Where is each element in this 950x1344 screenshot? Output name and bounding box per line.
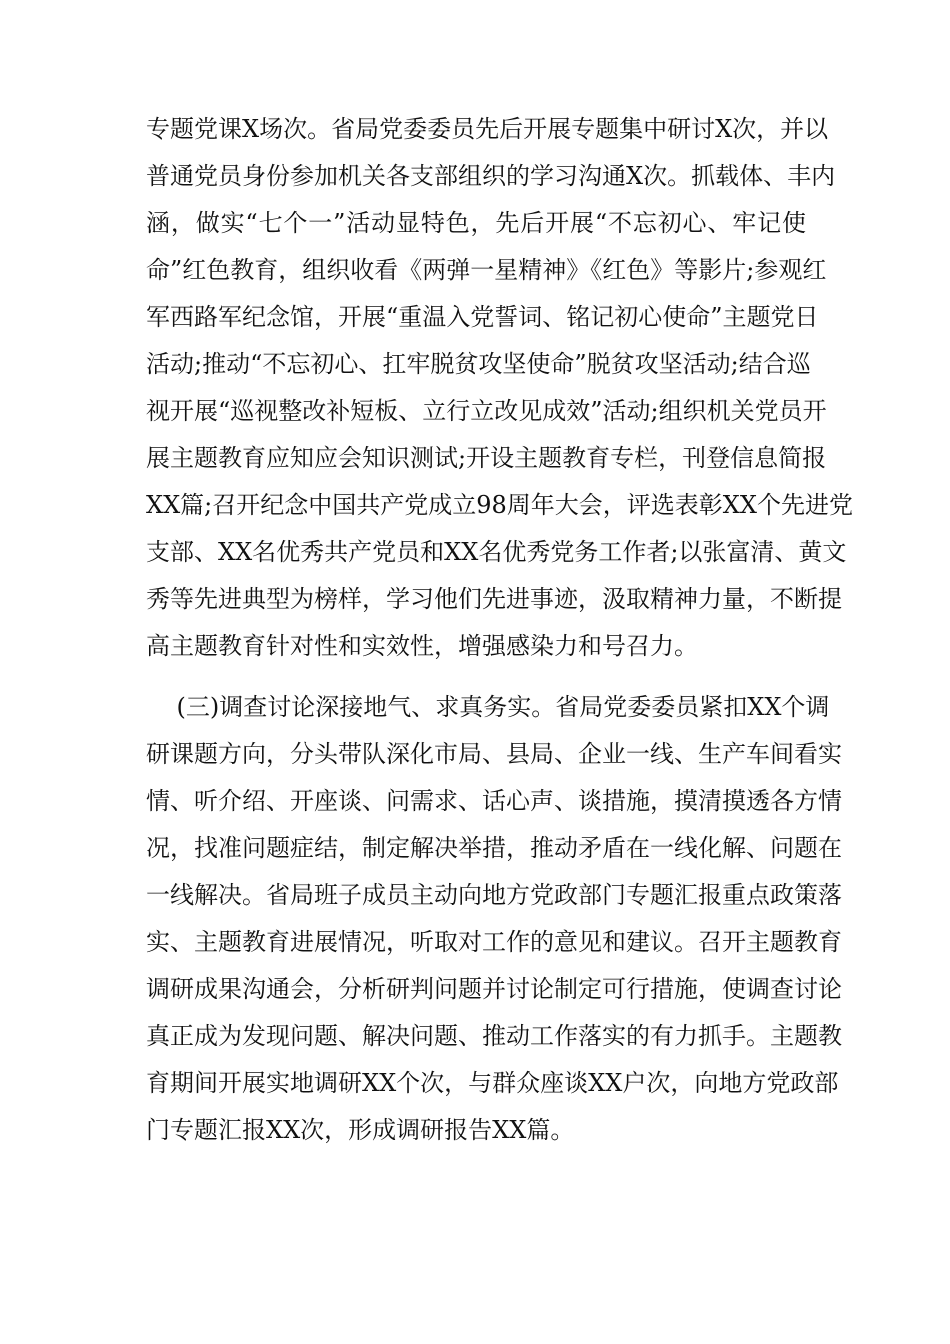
- text-line: 秀等先进典型为榜样，学习他们先进事迹，汲取精神力量，不断提: [146, 585, 842, 613]
- text-line: 普通党员身份参加机关各支部组织的学习沟通X次。抓载体、丰内: [146, 162, 836, 190]
- text-line: 专题党课X场次。省局党委委员先后开展专题集中研讨X次，并以: [146, 115, 829, 143]
- text-line: 门专题汇报XX次，形成调研报告XX篇。: [146, 1116, 575, 1144]
- text-line: 活动;推动“不忘初心、扛牢脱贫攻坚使命”脱贫攻坚活动;结合巡: [146, 350, 811, 378]
- paragraph-activities: [146, 106, 853, 670]
- text-line: 一线解决。省局班子成员主动向地方党政部门专题汇报重点政策落: [146, 881, 842, 909]
- paragraph-investigation: [146, 684, 842, 1154]
- text-line: 调研成果沟通会，分析研判问题并讨论制定可行措施，使调查讨论: [146, 975, 842, 1003]
- text-line: 军西路军纪念馆，开展“重温入党誓词、铭记初心使命”主题党日: [146, 303, 819, 331]
- text-line: 真正成为发现问题、解决问题、推动工作落实的有力抓手。主题教: [146, 1022, 842, 1050]
- text-line: 展主题教育应知应会知识测试;开设主题教育专栏，刊登信息简报: [146, 444, 827, 472]
- text-line: 高主题教育针对性和实效性，增强感染力和号召力。: [146, 632, 698, 660]
- text-line: 命”红色教育，组织收看《两弹一星精神》《红色》等影片;参观红: [146, 256, 827, 284]
- text-line: 涵，做实“七个一”活动显特色，先后开展“不忘初心、牢记使: [146, 209, 806, 237]
- text-line: 支部、XX名优秀共产党员和XX名优秀党务工作者;以张富清、黄文: [146, 538, 847, 566]
- text-line: 情、听介绍、开座谈、问需求、话心声、谈措施，摸清摸透各方情: [146, 787, 842, 815]
- text-line: 况，找准问题症结，制定解决举措，推动矛盾在一线化解、问题在: [146, 834, 842, 862]
- text-line: XX篇;召开纪念中国共产党成立98周年大会，评选表彰XX个先进党: [146, 491, 853, 519]
- text-line: 研课题方向，分头带队深化市局、县局、企业一线、生产车间看实: [146, 740, 842, 768]
- text-line: 育期间开展实地调研XX个次，与群众座谈XX户次，向地方党政部: [146, 1069, 839, 1097]
- text-line: (三)调查讨论深接地气、求真务实。省局党委委员紧扣XX个调: [146, 693, 830, 721]
- text-line: 实、主题教育进展情况，听取对工作的意见和建议。召开主题教育: [146, 928, 842, 956]
- text-line: 视开展“巡视整改补短板、立行立改见成效”活动;组织机关党员开: [146, 397, 827, 425]
